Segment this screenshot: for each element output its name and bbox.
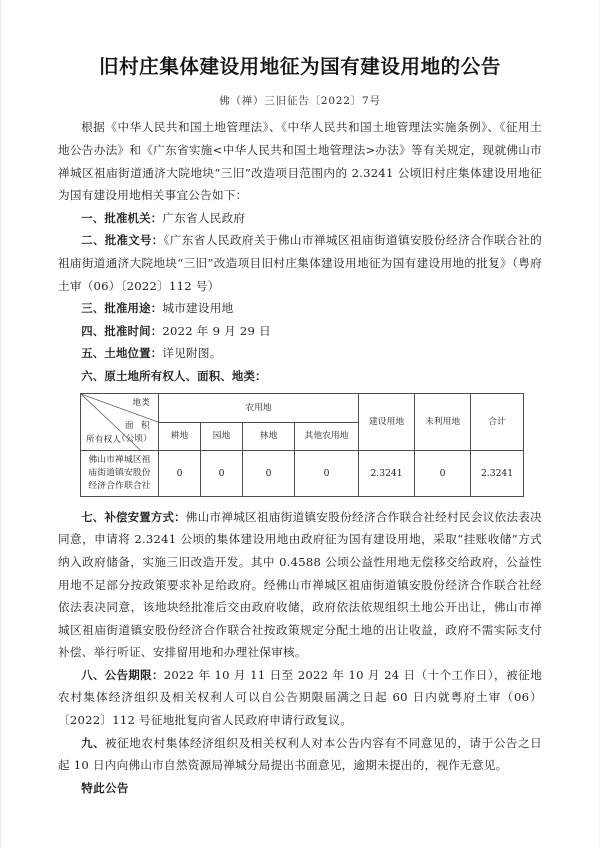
item-2: [58, 229, 542, 297]
table-cell-construction: 2.3241: [359, 451, 415, 496]
item-1-label: 批准机关：: [104, 210, 163, 225]
item-4: [58, 320, 542, 343]
closing-statement: 特此公告: [81, 780, 129, 795]
corner-label-area: [117, 420, 152, 446]
table-cell-owner: 佛山市禅城区祖庙街道镇安股份经济合作联合社: [81, 451, 159, 496]
item-6-number: 六、: [81, 368, 105, 383]
item-3-number: 三、: [81, 301, 105, 316]
item-6: [58, 365, 542, 388]
item-8-label: 公告期限：: [104, 667, 164, 682]
page-title: 旧村庄集体建设用地征为国有建设用地的公告: [98, 55, 501, 78]
table-header-unused-land: 未利用地: [415, 394, 471, 451]
table-header-row-1: [81, 394, 524, 423]
table-header-construction-land: 建设用地: [359, 394, 415, 451]
item-7-text: 佛山市禅城区祖庙街道镇安股份经济合作联合社经村民会议依法表决同意，申请将 2.3241 公顷的集体建设用地由政府征为国有建设用地，采取“挂账收储”方式纳入政府储备，实施三旧改造开发。其中 0.4588 公顷公益性用地无偿移交给政府，公益性用地不足部分按政策要求补足给政府。经佛山市禅城区祖庙街道镇安股份经济合作联合社经依法表决同意，该地块经批准后交由政府收储，政府依法依规组织土地公开出让，佛山市禅城区祖庙街道镇安股份经济合作联合社按政策规定分配土地的出让收益，政府不需实际支付补偿、举行听证、安排留用地和办理社保审核。: [58, 509, 542, 660]
table-corner-cell: [81, 394, 159, 451]
item-8-text: 2022 年 10 月 11 日至 2022 年 10 月 24 日（十个工作日），被征地农村集体经济组织及相关权利人可以自公告期限届满之日起 60 日内就粤府土审（06）〔2022〕112 号征地批复向省人民政府申请行政复议。: [58, 667, 542, 728]
table-header-other-agricultural-land: 其他农用地: [295, 422, 359, 451]
item-8: [58, 664, 542, 732]
item-8-number: 八、: [81, 667, 105, 682]
item-3-label: 批准用途：: [104, 301, 163, 316]
item-4-number: 四、: [81, 323, 105, 338]
document-number: 佛（禅）三旧征告〔2022〕7号: [219, 95, 381, 108]
table-header-total: 合计: [471, 394, 524, 451]
corner-label-area-line1: 面 积: [124, 421, 152, 432]
item-5: [58, 342, 542, 365]
table-cell-cultivated: 0: [159, 451, 201, 496]
table-header-cultivated-land: 耕地: [159, 422, 201, 451]
item-9-number: 九、: [81, 735, 105, 750]
land-table-wrapper: [58, 393, 542, 496]
item-4-label: 批准时间：: [104, 323, 163, 338]
table-cell-total: 2.3241: [471, 451, 524, 496]
item-7-label: 补偿安置方式：: [104, 509, 186, 524]
table-header-garden-land: 园地: [201, 422, 243, 451]
table-row: [81, 451, 524, 496]
item-9: [58, 732, 542, 777]
item-3: [58, 297, 542, 320]
item-9-text: 被征地农村集体经济组织及相关权利人对本公告内容有不同意见的，请于公告之日起 10 日内向佛山市自然资源局禅城分局提出书面意见，逾期未提出的，视作无意见。: [58, 735, 542, 773]
item-5-number: 五、: [81, 346, 105, 361]
item-7-number: 七、: [81, 509, 105, 524]
item-2-number: 二、: [81, 233, 105, 248]
table-cell-forest: 0: [243, 451, 295, 496]
item-5-text: 详见附图。: [162, 346, 222, 361]
table-header-forest-land: 林地: [243, 422, 295, 451]
corner-label-landtype: 地类: [132, 398, 150, 409]
land-table: [80, 393, 524, 496]
item-2-text: 《广东省人民政府关于佛山市禅城区祖庙街道镇安股份经济合作联合社的祖庙街道通济大院地块“三旧”改造项目旧村庄集体建设用地征为国有建设用地的批复》（粤府土审（06）〔2022〕112 号）: [58, 233, 542, 293]
item-6-label: 原土地所有权人、面积、地类：: [104, 368, 267, 383]
item-1-text: 广东省人民政府: [162, 210, 246, 225]
table-cell-other-agricultural: 0: [295, 451, 359, 496]
item-4-text: 2022 年 9 月 29 日: [162, 323, 271, 338]
table-cell-garden: 0: [201, 451, 243, 496]
table-group-header-agricultural: 农用地: [159, 394, 359, 423]
item-1: [58, 207, 542, 230]
preamble-paragraph: 根据《中华人民共和国土地管理法》、《中华人民共和国土地管理法实施条例》、《征用土地公告办法》和《广东省实施<中华人民共和国土地管理法>办法》等有关规定，现就佛山市禅城区祖庙街道通济大院地块“三旧”改造项目范围内的 2.3241 公顷旧村庄集体建设用地征为国有建设用地相关事宜公告如下：: [58, 120, 542, 203]
corner-label-area-line2: （公顷）: [116, 434, 152, 445]
item-7: [58, 506, 542, 664]
item-1-number: 一、: [81, 210, 105, 225]
table-cell-unused: 0: [415, 451, 471, 496]
item-5-label: 土地位置：: [104, 346, 163, 361]
item-2-label: 批准文号：: [104, 233, 164, 248]
corner-label-owner: 所有权人: [86, 435, 122, 446]
item-3-text: 城市建设用地: [162, 301, 234, 316]
